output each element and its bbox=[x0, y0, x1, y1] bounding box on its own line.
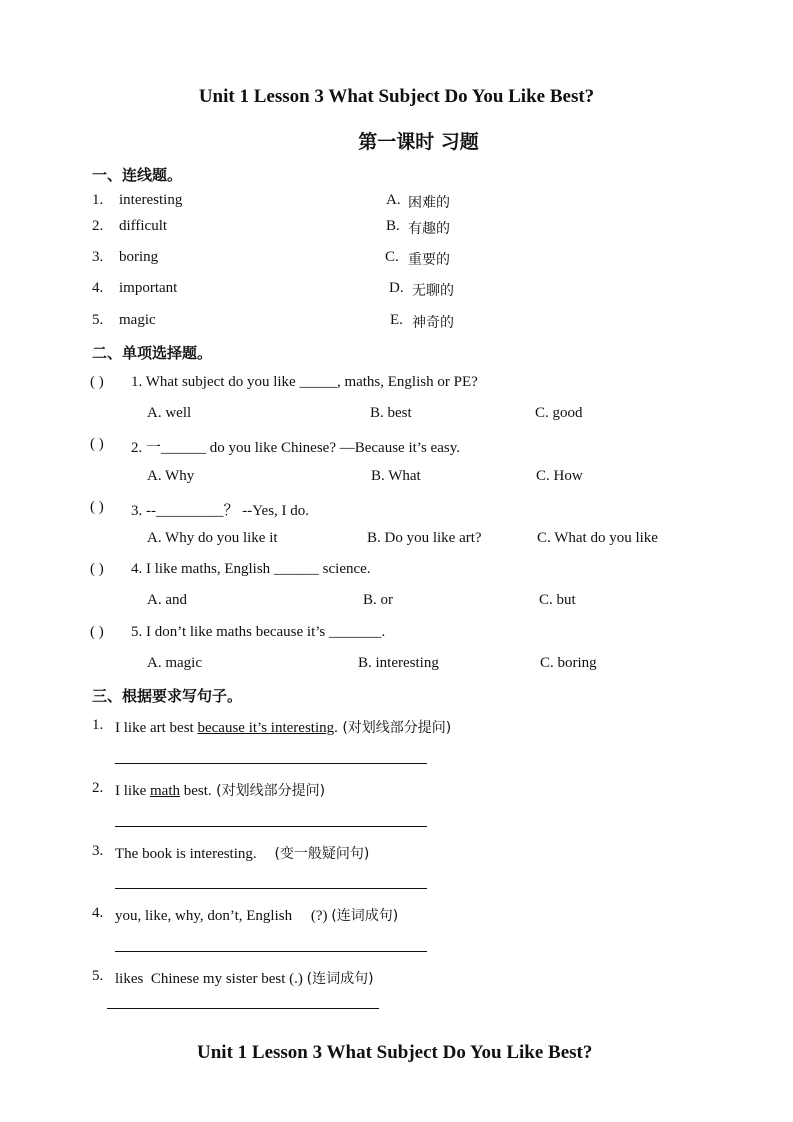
answer-line[interactable] bbox=[115, 888, 427, 889]
sentence-prompt bbox=[115, 905, 398, 925]
section-heading-sentences: 三、根据要求写句子。 bbox=[92, 687, 243, 705]
option-letter: D. bbox=[389, 280, 404, 296]
option-a: A. magic bbox=[147, 655, 202, 671]
english-word: boring bbox=[119, 249, 159, 265]
option-b: B. best bbox=[370, 405, 412, 421]
next-page-title: Unit 1 Lesson 3 What Subject Do You Like Best? bbox=[197, 1042, 593, 1063]
option-c: C. good bbox=[535, 405, 583, 421]
sentence-text: The book is interesting. bbox=[115, 846, 257, 862]
english-word: important bbox=[119, 280, 178, 296]
option-letter: B. bbox=[386, 218, 400, 234]
question-text: 1. What subject do you like _____, maths, English or PE? bbox=[131, 374, 478, 390]
option-letter: C. bbox=[385, 249, 399, 265]
sentence-text: likes Chinese my sister best (.) bbox=[115, 971, 307, 987]
task-hint: (连词成句) bbox=[306, 971, 374, 987]
item-number: 3. bbox=[92, 843, 104, 859]
task-hint: (连词成句) bbox=[331, 908, 399, 924]
answer-bracket: ( ) bbox=[90, 436, 104, 452]
task-hint: (对划线部分提问) bbox=[211, 783, 326, 799]
answer-bracket: ( ) bbox=[90, 561, 104, 577]
item-number: 2. bbox=[92, 780, 104, 796]
task-hint: (变一般疑问句) bbox=[256, 846, 370, 862]
chinese-meaning: 困难的 bbox=[408, 195, 450, 211]
item-number: 2. bbox=[92, 218, 104, 234]
item-number: 4. bbox=[92, 905, 104, 921]
option-letter: E. bbox=[390, 312, 403, 328]
sentence-text: you, like, why, don’t, English (?) bbox=[115, 908, 332, 924]
underlined-part: math bbox=[150, 783, 180, 799]
chinese-meaning: 重要的 bbox=[408, 252, 450, 268]
option-a: A. Why do you like it bbox=[147, 530, 278, 546]
option-b: B. or bbox=[363, 592, 393, 608]
answer-bracket: ( ) bbox=[90, 374, 104, 390]
sentence-end: best. bbox=[180, 783, 212, 799]
question-text: 4. I like maths, English ______ science. bbox=[131, 561, 371, 577]
option-a: A. and bbox=[147, 592, 187, 608]
option-b: B. interesting bbox=[358, 655, 439, 671]
item-number: 3. bbox=[92, 249, 104, 265]
item-number: 5. bbox=[92, 968, 104, 984]
answer-line[interactable] bbox=[107, 1008, 379, 1009]
option-b: B. Do you like art? bbox=[367, 530, 482, 546]
answer-bracket: ( ) bbox=[90, 499, 104, 515]
option-c: C. How bbox=[536, 468, 583, 484]
answer-line[interactable] bbox=[115, 763, 427, 764]
option-b: B. What bbox=[371, 468, 421, 484]
answer-bracket: ( ) bbox=[90, 624, 104, 640]
page-title: Unit 1 Lesson 3 What Subject Do You Like Best? bbox=[198, 86, 595, 107]
option-c: C. boring bbox=[540, 655, 597, 671]
question-text: 5. I don’t like maths because it’s _______. bbox=[131, 624, 386, 640]
sentence-prompt bbox=[115, 968, 374, 988]
section-heading-choice: 二、单项选择题。 bbox=[92, 344, 213, 362]
option-letter: A. bbox=[386, 192, 401, 208]
item-number: 1. bbox=[92, 192, 104, 208]
option-a: A. well bbox=[147, 405, 192, 421]
sentence-prompt bbox=[115, 780, 325, 800]
question-text: 2. 一______ do you like Chinese? —Because it’s easy. bbox=[131, 440, 460, 456]
item-number: 4. bbox=[92, 280, 104, 296]
option-c: C. but bbox=[539, 592, 576, 608]
sentence-text: I like art best bbox=[115, 720, 198, 736]
chinese-meaning: 无聊的 bbox=[412, 283, 454, 299]
task-hint: (对划线部分提问) bbox=[337, 720, 452, 736]
option-a: A. Why bbox=[147, 468, 195, 484]
english-word: interesting bbox=[119, 192, 183, 208]
sentence-prompt bbox=[115, 843, 369, 863]
sentence-end: . bbox=[334, 720, 338, 736]
option-c: C. What do you like bbox=[537, 530, 658, 546]
page-subtitle: 第一课时 习题 bbox=[358, 131, 479, 153]
section-heading-matching: 一、连线题。 bbox=[92, 166, 183, 184]
answer-line[interactable] bbox=[115, 826, 427, 827]
chinese-meaning: 有趣的 bbox=[408, 221, 450, 237]
answer-line[interactable] bbox=[115, 951, 427, 952]
underlined-part: because it’s interesting bbox=[197, 720, 335, 736]
sentence-prompt bbox=[115, 717, 451, 737]
chinese-meaning: 神奇的 bbox=[412, 315, 454, 331]
english-word: difficult bbox=[119, 218, 168, 234]
item-number: 5. bbox=[92, 312, 104, 328]
english-word: magic bbox=[119, 312, 156, 328]
question-text: 3. --_________？ --Yes, I do. bbox=[131, 503, 310, 519]
item-number: 1. bbox=[92, 717, 104, 733]
sentence-text: I like bbox=[115, 783, 150, 799]
